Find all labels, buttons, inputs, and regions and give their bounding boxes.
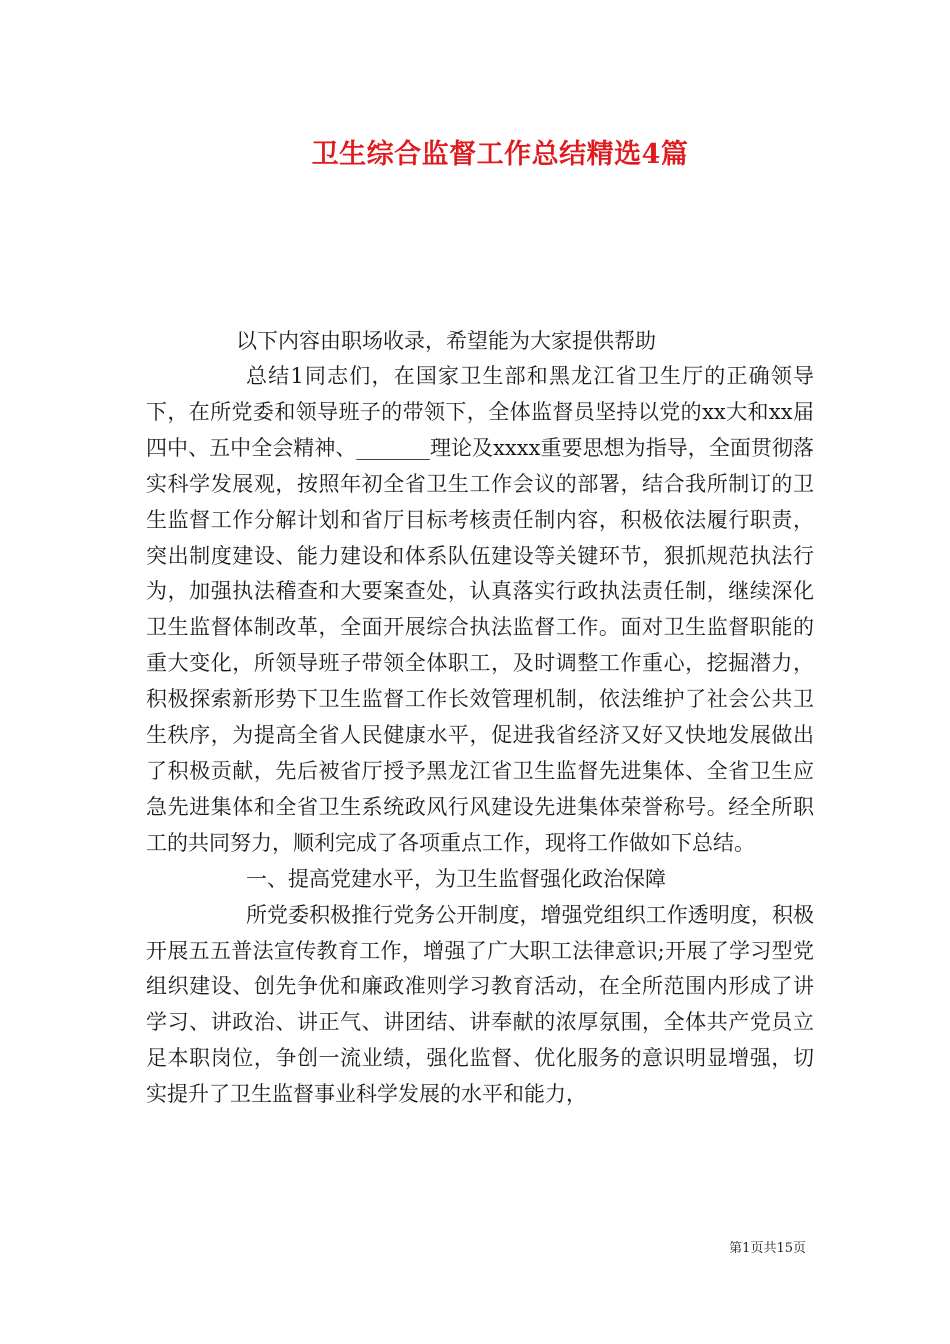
- page-number: 第1页共15页: [729, 1241, 806, 1256]
- paragraph-party-building: 所党委积极推行党务公开制度，增强党组织工作透明度，积极开展五五普法宣传教育工作，增强了广大职工法律意识;开展了学习型党组织建设、创先争优和廉政准则学习教育活动，在全所范围内形成了讲学习、讲政治、讲正气、讲团结、讲奉献的浓厚氛围，全体共产党员立足本职岗位，争创一流业绩，强化监督、优化服务的意识明显增强，切实提升了卫生监督事业科学发展的水平和能力，: [146, 902, 814, 1107]
- paragraph-summary-1: 总结1同志们，在国家卫生部和黑龙江省卫生厅的正确领导下，在所党委和领导班子的带领下，全体监督员坚持以党的xx大和xx届四中、五中全会精神、_______理论及xxxx重要思想为指导，全面贯彻落实科学发展观，按照年初全省卫生工作会议的部署，结合我所制订的卫生监督工作分解计划和省厅目标考核责任制内容，积极依法履行职责，突出制度建设、能力建设和体系队伍建设等关键环节，狠抓规范执法行为，加强执法稽查和大要案查处，认真落实行政执法责任制，继续深化卫生监督体制改革，全面开展综合执法监督工作。面对卫生监督职能的重大变化，所领导班子带领全体职工，及时调整工作重心，挖掘潜力，积极探索新形势下卫生监督工作长效管理机制，依法维护了社会公共卫生秩序，为提高全省人民健康水平，促进我省经济又好又快地发展做出了积极贡献，先后被省厅授予黑龙江省卫生监督先进集体、全省卫生应急先进集体和全省卫生系统政风行风建设先进集体荣誉称号。经全所职工的共同努力，顺利完成了各项重点工作，现将工作做如下总结。: [146, 364, 814, 855]
- document-body: [146, 359, 814, 1113]
- page-title: 卫生综合监督工作总结精选4篇: [311, 139, 689, 170]
- section-heading-1: 一、提高党建水平，为卫生监督强化政治保障: [246, 866, 666, 891]
- intro-line: 以下内容由职场收录，希望能为大家提供帮助: [236, 329, 656, 353]
